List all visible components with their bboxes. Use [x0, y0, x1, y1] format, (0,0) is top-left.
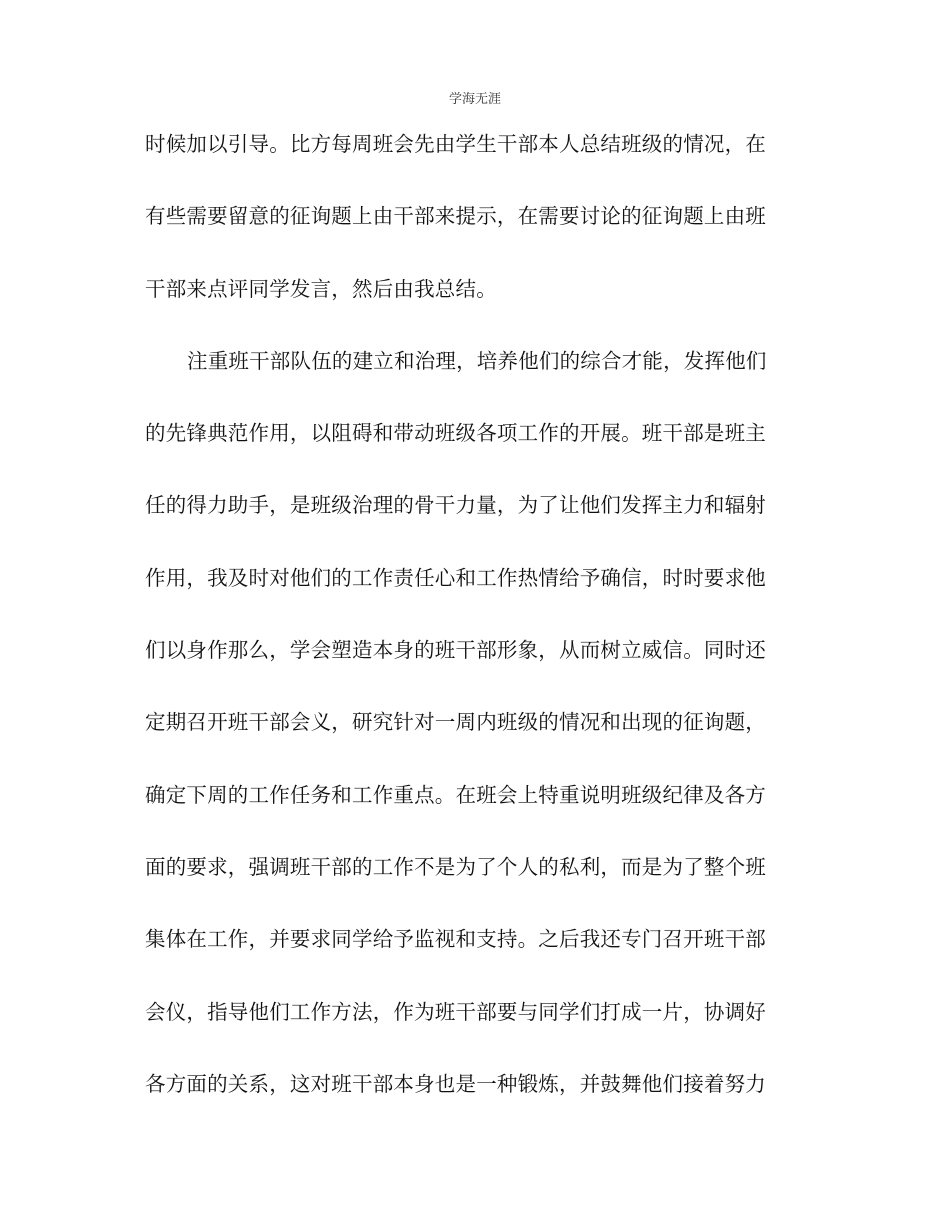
- text-line: 作用，我及时对他们的工作责任心和工作热情给予确信，时时要求他: [145, 565, 766, 590]
- text-line: 的先锋典范作用，以阻碍和带动班级各项工作的开展。班干部是班主: [145, 421, 766, 446]
- text-line: 面的要求，强调班干部的工作不是为了个人的私利，而是为了整个班: [145, 854, 766, 879]
- text-line: 干部来点评同学发言，然后由我总结。: [145, 276, 497, 301]
- body-text: [145, 124, 815, 1136]
- text-line: 集体在工作，并要求同学给予监视和支持。之后我还专门召开班干部: [145, 927, 766, 952]
- text-line: 任的得力助手，是班级治理的骨干力量，为了让他们发挥主力和辐射: [145, 493, 766, 518]
- text-line: 时候加以引导。比方每周班会先由学生干部本人总结班级的情况，在: [145, 132, 766, 156]
- text-line: 们以身作那么，学会塑造本身的班干部形象，从而树立威信。同时还: [145, 638, 766, 663]
- paragraph-start-line: 注重班干部队伍的建立和治理，培养他们的综合才能，发挥他们: [187, 348, 767, 373]
- text-line: 会仪，指导他们工作方法，作为班干部要与同学们打成一片，协调好: [145, 999, 766, 1024]
- text-line: 确定下周的工作任务和工作重点。在班会上特重说明班级纪律及各方: [145, 782, 766, 807]
- text-line: 有些需要留意的征询题上由干部来提示，在需要讨论的征询题上由班: [145, 204, 766, 229]
- page-header: 学海无涯: [448, 92, 501, 107]
- text-line: 定期召开班干部会义，研究针对一周内班级的情况和出现的征询题，: [145, 710, 766, 735]
- text-line: 各方面的关系，这对班干部本身也是一种锻炼，并鼓舞他们接着努力: [145, 1071, 766, 1096]
